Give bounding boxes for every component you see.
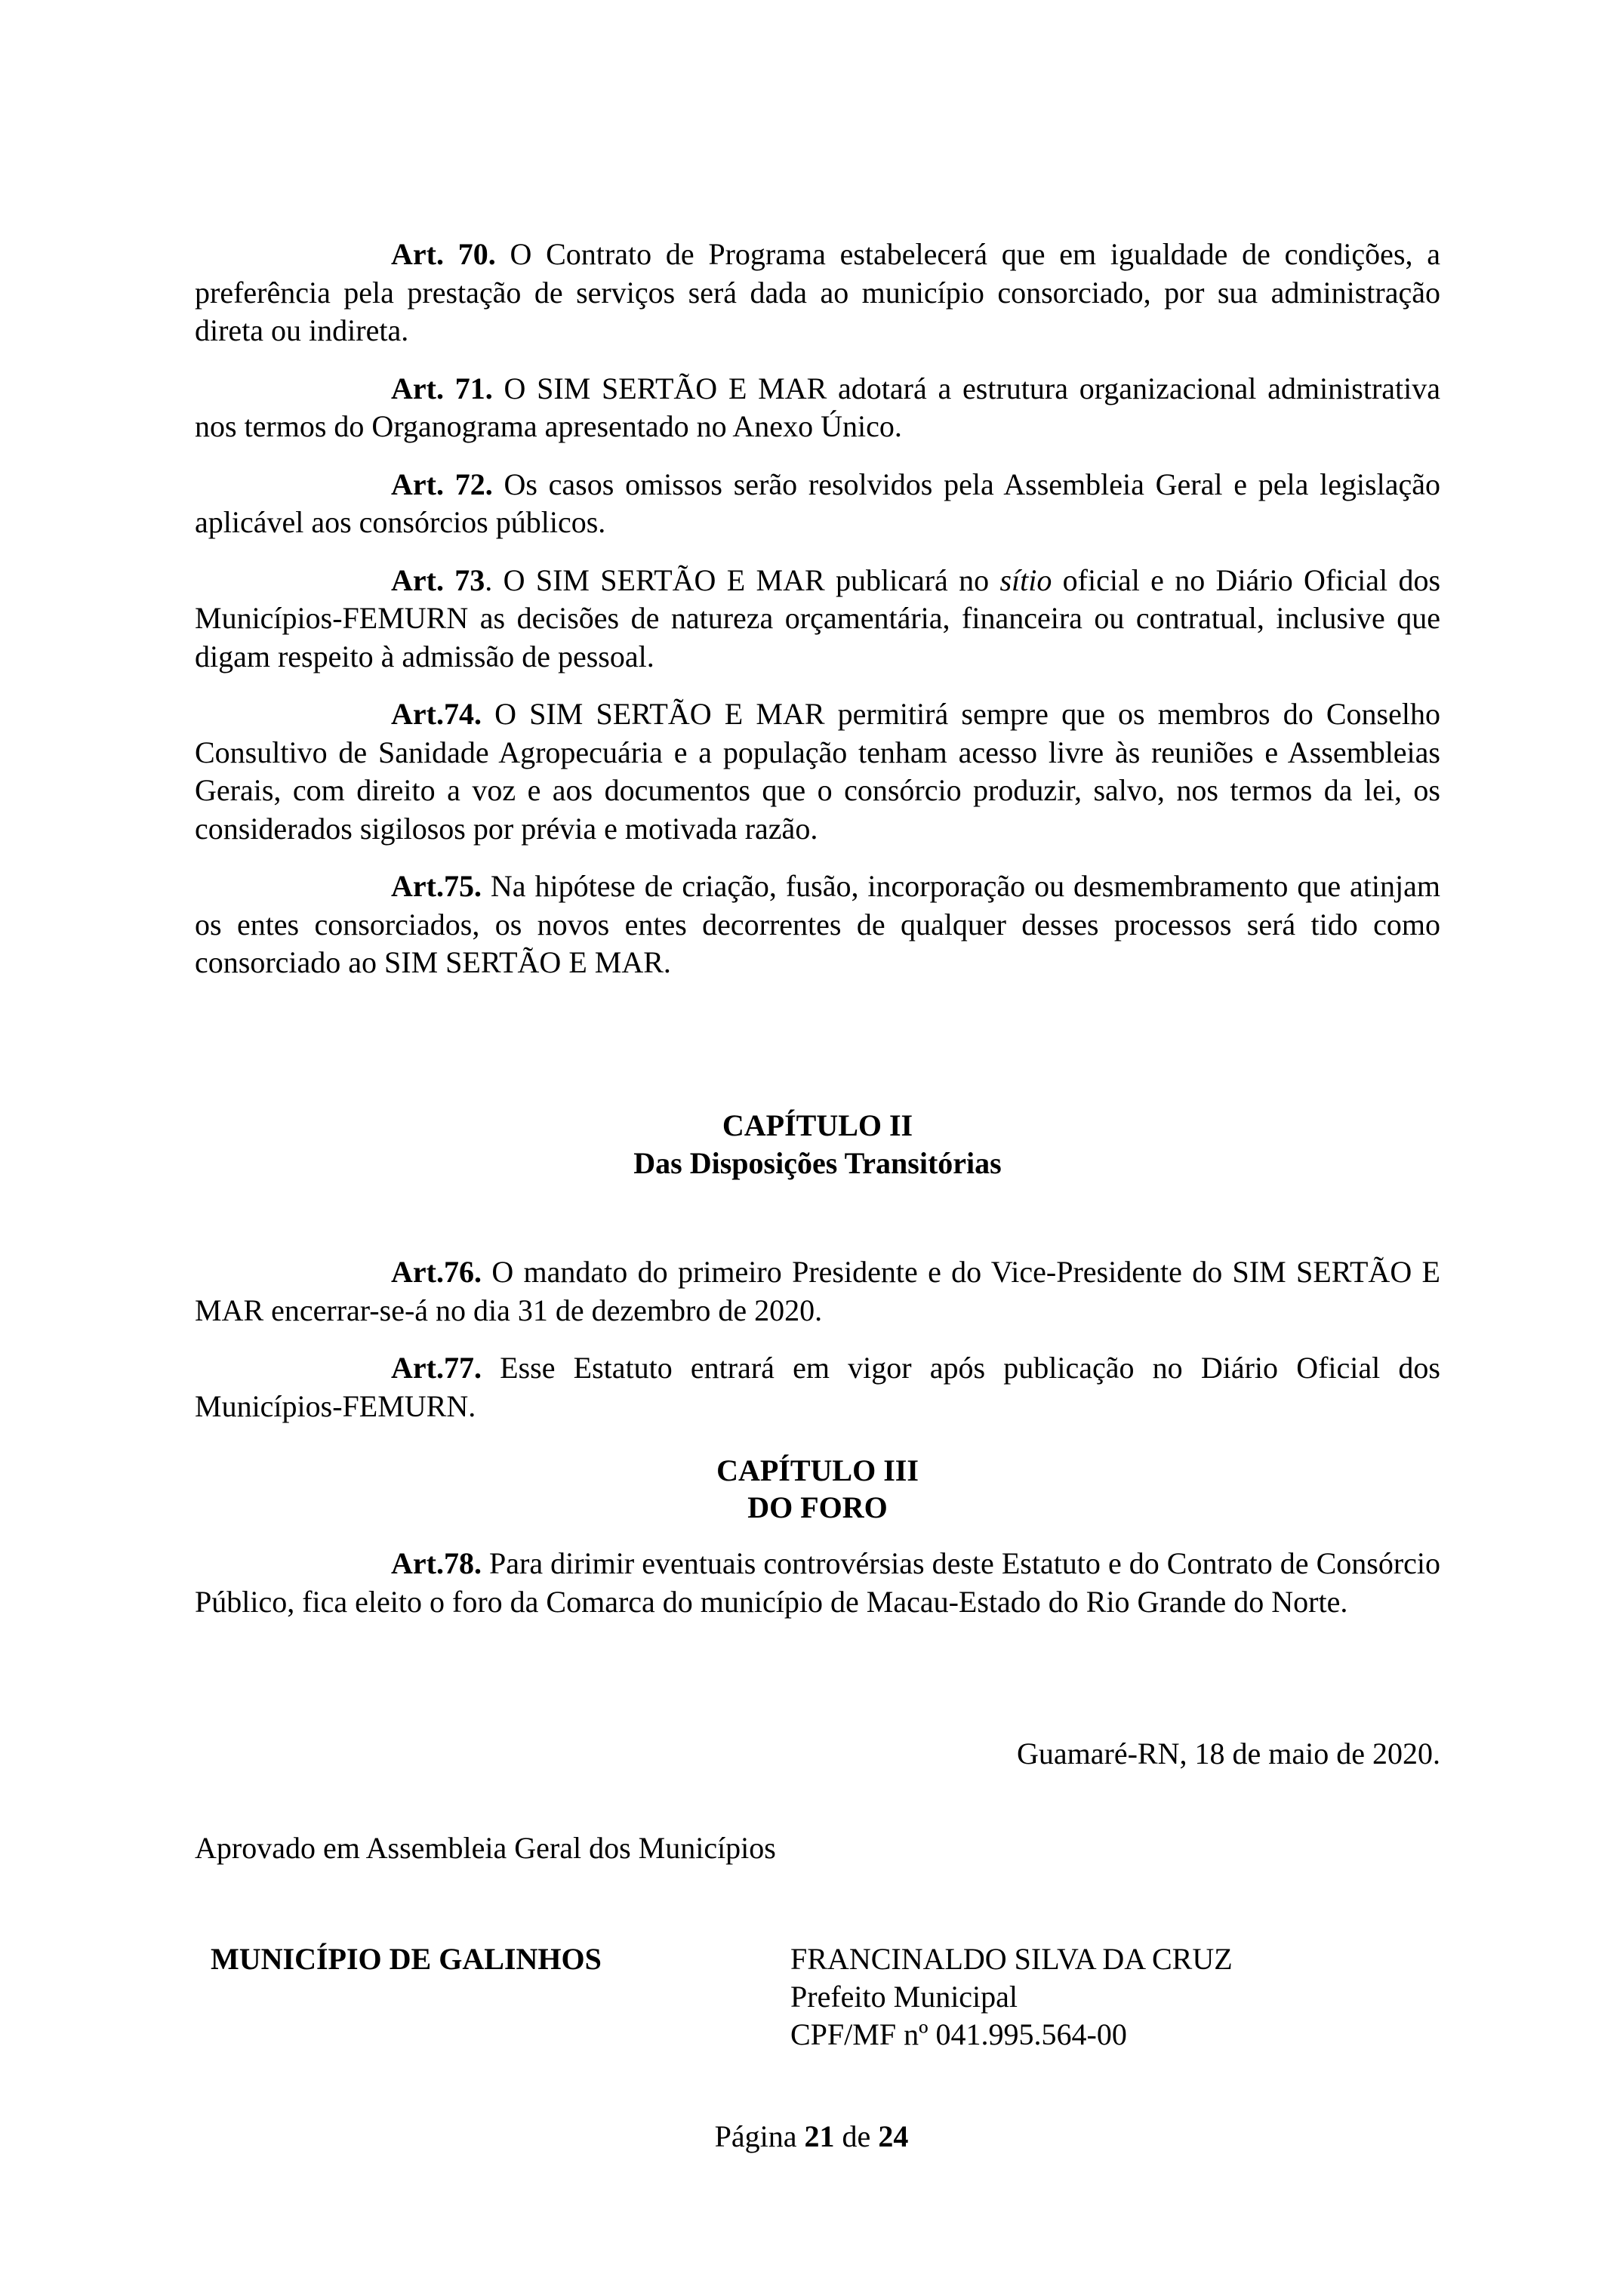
page-footer xyxy=(0,2118,1623,2156)
place-date: Guamaré-RN, 18 de maio de 2020. xyxy=(1017,1737,1440,1771)
article-number: Art.77. xyxy=(391,1351,482,1385)
article-74 xyxy=(195,695,1440,848)
article-italic-word: sítio xyxy=(999,562,1052,597)
article-72 xyxy=(195,466,1440,542)
article-text: oficial e no Diário Oficial dos Municípios-FEMURN as decisões de natureza orçamentária, financeira ou contratual, inclusive que digam respeito à admissão de pessoal. xyxy=(195,562,1441,673)
chapter-2-subtitle: Das Disposições Transitórias xyxy=(633,1146,1002,1180)
article-78 xyxy=(195,1545,1440,1621)
article-text: Para dirimir eventuais controvérsias deste Estatuto e do Contrato de Consórcio Público, fica eleito o foro da Comarca do município de Macau-Estado do Rio Grande do Norte. xyxy=(195,1546,1440,1619)
article-text: . O SIM SERTÃO E MAR publicará no xyxy=(485,562,1000,597)
signature-municipality: MUNICÍPIO DE GALINHOS xyxy=(211,1942,602,1976)
article-73 xyxy=(195,562,1440,676)
article-text: O mandato do primeiro Presidente e do Vice-Presidente do SIM SERTÃO E MAR encerrar-se-á no dia 31 de dezembro de 2020. xyxy=(195,1255,1440,1327)
article-77 xyxy=(195,1349,1440,1425)
article-text: O Contrato de Programa estabelecerá que em igualdade de condições, a preferência pela prestação de serviços será dada ao município consorciado, por sua administração direta ou indireta. xyxy=(195,237,1441,347)
article-70 xyxy=(195,236,1440,350)
chapter-2-title: CAPÍTULO II xyxy=(722,1108,913,1142)
articles-mid xyxy=(195,1253,1440,1425)
chapter-3-subtitle: DO FORO xyxy=(747,1490,888,1524)
article-78-block xyxy=(195,1545,1440,1621)
article-number: Art. 72. xyxy=(391,467,493,501)
article-number: Art.76. xyxy=(391,1255,482,1289)
article-75 xyxy=(195,868,1440,982)
footer-prefix: Página xyxy=(714,2119,805,2153)
article-76 xyxy=(195,1253,1440,1330)
chapter-3-title: CAPÍTULO III xyxy=(716,1453,919,1487)
signer-role: Prefeito Municipal xyxy=(790,1980,1018,2014)
footer-total-pages: 24 xyxy=(878,2119,909,2153)
article-text: Na hipótese de criação, fusão, incorporação ou desmembramento que atinjam os entes consorciados, os novos entes decorrentes de qualquer desses processos será tido como consorciado ao SIM SERTÃO E MAR. xyxy=(195,869,1440,979)
article-number: Art. 71. xyxy=(391,371,493,405)
approval-note: Aprovado em Assembleia Geral dos Municípios xyxy=(195,1831,776,1865)
article-number: Art. 73 xyxy=(391,562,485,597)
signer-cpf: CPF/MF nº 041.995.564-00 xyxy=(790,2017,1127,2051)
article-number: Art.74. xyxy=(391,697,482,731)
footer-page-number: 21 xyxy=(804,2119,835,2153)
article-number: Art.78. xyxy=(391,1546,482,1580)
article-text: Esse Estatuto entrará em vigor após publicação no Diário Oficial dos Municípios-FEMURN. xyxy=(195,1351,1440,1423)
article-71 xyxy=(195,370,1440,446)
article-number: Art.75. xyxy=(391,869,482,903)
footer-middle: de xyxy=(834,2119,879,2153)
signer-name: FRANCINALDO SILVA DA CRUZ xyxy=(790,1942,1233,1976)
article-text: Os casos omissos serão resolvidos pela Assembleia Geral e pela legislação aplicável aos consórcios públicos. xyxy=(195,467,1440,539)
articles-top xyxy=(195,236,1440,982)
signature-block xyxy=(790,1940,1233,2054)
article-text: O SIM SERTÃO E MAR adotará a estrutura organizacional administrativa nos termos do Organograma apresentado no Anexo Único. xyxy=(195,371,1440,443)
article-number: Art. 70. xyxy=(391,237,496,271)
article-text: O SIM SERTÃO E MAR permitirá sempre que os membros do Conselho Consultivo de Sanidade Agropecuária e a população tenham acesso livre às reuniões e Assembleias Gerais, com direito a voz e aos documentos que o consórcio produzir, salvo, nos termos da lei, os considerados sigilosos por prévia e motivada razão. xyxy=(195,697,1440,846)
